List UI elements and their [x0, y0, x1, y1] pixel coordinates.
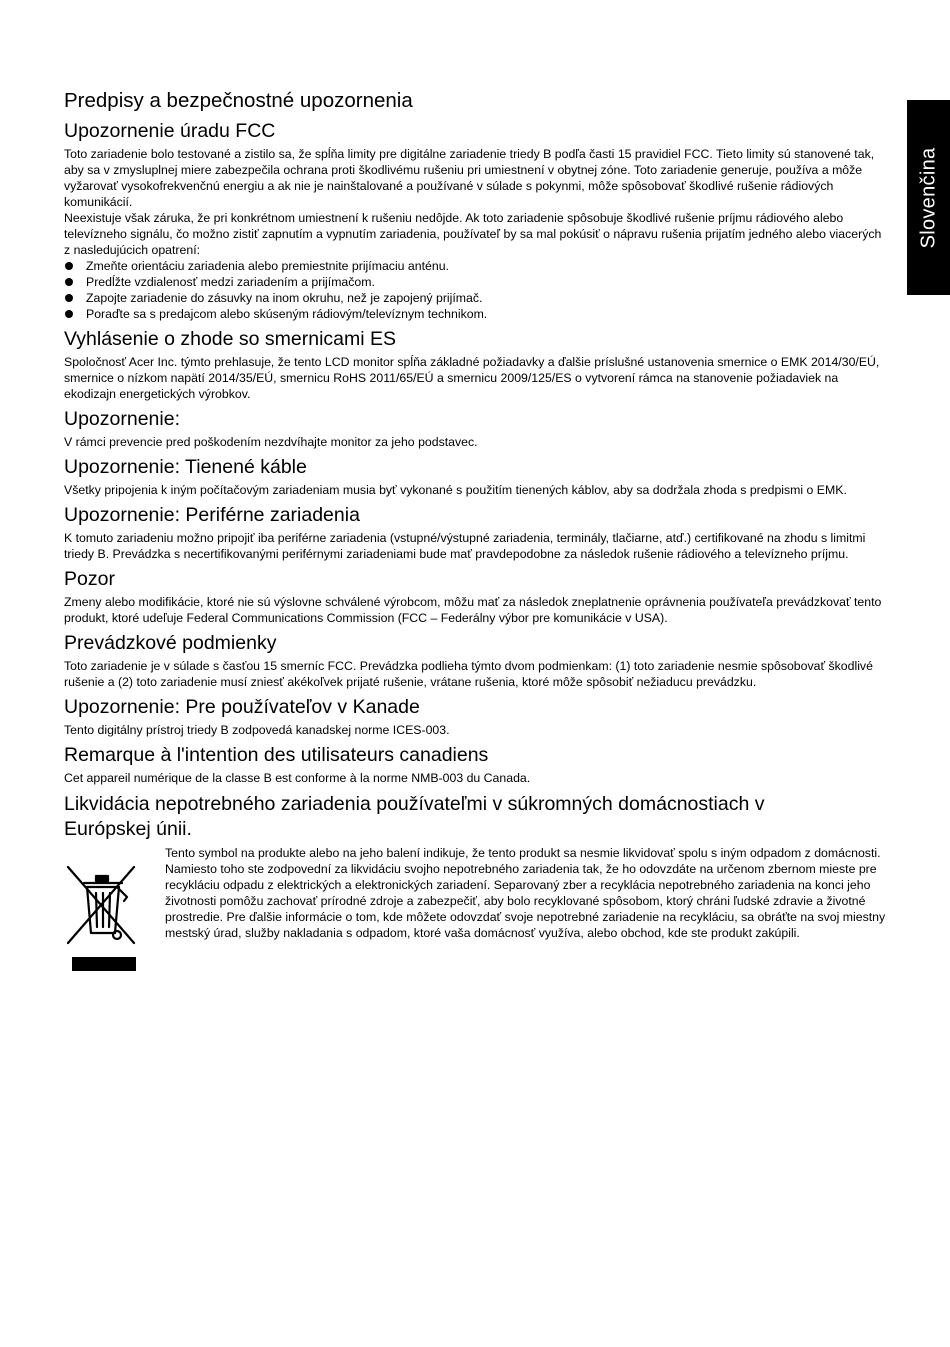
page-title: Predpisy a bezpečnostné upozornenia	[64, 89, 413, 112]
ce-paragraph: Spoločnosť Acer Inc. týmto prehlasuje, že tento LCD monitor spĺňa základné požiadavky a ďalšie príslušné ustanovenia smernice o EMK 2014/30/EÚ, smernice o nízkom napätí 2014/35/EÚ, smernicu RoHS 2011/65/EÚ a smernicu 2009/125/ES o vytvorení rámca na stanovenie požiadaviek na ekodizajn energetických výrobkov.	[64, 355, 880, 401]
bullet-icon	[65, 294, 73, 302]
bullet-icon	[65, 262, 73, 270]
fcc-paragraph-2: Neexistuje však záruka, že pri konkrétnom umiestnení k rušeniu nedôjde. Ak toto zariadenie spôsobuje škodlivé rušenie príjmu rádiového alebo televízneho signálu, čo možno zistiť zapnutím a vypnutím zariadenia, používateľ by sa mal pokúsiť o nápravu rušenia prijatím jedného alebo viacerých z nasledujúcich opatrení:	[64, 211, 882, 257]
list-item: Predĺžte vzdialenosť medzi zariadením a prijímačom.	[64, 274, 889, 290]
notice-heading: Upozornenie:	[64, 408, 180, 430]
document-body	[64, 88, 889, 978]
notice-paragraph: V rámci prevencie pred poškodením nezdvíhajte monitor za jeho podstavec.	[64, 435, 478, 449]
weee-crossed-bin-icon	[64, 845, 165, 978]
disposal-heading: Likvidácia nepotrebného zariadenia používateľmi v súkromných domácnostiach v Európskej únii.	[64, 793, 765, 840]
language-label: Slovenčina	[917, 147, 939, 248]
disposal-paragraph: Tento symbol na produkte alebo na jeho balení indikuje, že tento produkt sa nesmie likvidovať spolu s iným odpadom z domácnosti. Namiesto toho ste zodpovední za likvidáciu svojho nepotrebného zariadenia tak, že ho odovzdáte na určenom zbernom mieste pre recykláciu odpadu z elektrických a elektronických zariadení. Separovaný zber a recyklácia nepotrebného zariadenia na konci jeho životnosti pomôžu zachovať prírodné zdroje a zabezpečiť, aby bolo recyklované spôsobom, ktorý chráni ľudské zdravie a životné prostredie. Pre ďalšie informácie o tom, kde môžete odovzdať svoje nepotrebné zariadenie na recykláciu, sa obráťte na svoj miestny mestský úrad, služby nakladania s odpadom, ktoré vaša domácnosť využíva, alebo obchod, kde ste produkt zakúpili.	[165, 846, 886, 940]
canada-sk-heading: Upozornenie: Pre používateľov v Kanade	[64, 696, 420, 718]
canada-sk-paragraph: Tento digitálny prístroj triedy B zodpovedá kanadskej norme ICES-003.	[64, 723, 450, 737]
shielded-cables-heading: Upozornenie: Tienené káble	[64, 456, 307, 478]
peripheral-heading: Upozornenie: Periférne zariadenia	[64, 504, 360, 526]
operation-heading: Prevádzkové podmienky	[64, 632, 277, 654]
list-item: Poraďte sa s predajcom alebo skúseným rádiovým/televíznym technikom.	[64, 306, 889, 322]
list-item: Zapojte zariadenie do zásuvky na inom okruhu, než je zapojený prijímač.	[64, 290, 889, 306]
shielded-cables-paragraph: Všetky pripojenia k iným počítačovým zariadeniam musia byť vykonané s použitím tienených káblov, aby sa dodržala zhoda s predpismi o EMK.	[64, 483, 847, 497]
peripheral-paragraph: K tomuto zariadeniu možno pripojiť iba periférne zariadenia (vstupné/výstupné zariadenia, terminály, tlačiarne, atď.) certifikované na zhodu s limitmi triedy B. Prevádzka s necertifikovanými periférnymi zariadeniami bude mať pravdepodobne za následok rušenie rádiového a televízneho príjmu.	[64, 531, 866, 561]
fcc-paragraph-1: Toto zariadenie bolo testované a zistilo sa, že spĺňa limity pre digitálne zariadenie triedy B podľa časti 15 pravidiel FCC. Tieto limity sú stanovené tak, aby sa v zmysluplnej miere zabezpečila ochrana proti škodlivému rušeniu pri umiestnení v obytnej zóne. Toto zariadenie generuje, používa a môže vyžarovať vysokofrekvenčnú energiu a ak nie je nainštalované a používané v súlade s pokynmi, môže spôsobovať škodlivé rušenie rádiových komunikácií.	[64, 147, 875, 209]
fcc-heading: Upozornenie úradu FCC	[64, 120, 276, 142]
canada-fr-paragraph: Cet appareil numérique de la classe B est conforme à la norme NMB-003 du Canada.	[64, 771, 531, 785]
canada-fr-heading: Remarque à l'intention des utilisateurs canadiens	[64, 744, 489, 766]
language-side-tab	[907, 100, 950, 295]
disposal-block	[64, 845, 889, 978]
bullet-icon	[65, 310, 73, 318]
ce-heading: Vyhlásenie o zhode so smernicami ES	[64, 328, 397, 350]
bullet-icon	[65, 278, 73, 286]
fcc-measures-list	[64, 258, 889, 322]
caution-heading: Pozor	[64, 568, 115, 590]
list-item: Zmeňte orientáciu zariadenia alebo premiestnite prijímaciu anténu.	[64, 258, 889, 274]
operation-paragraph: Toto zariadenie je v súlade s časťou 15 smerníc FCC. Prevádzka podlieha týmto dvom podmienkam: (1) toto zariadenie nesmie spôsobovať škodlivé rušenie a (2) toto zariadenie musí zniesť akékoľvek prijaté rušenie, vrátane rušenia, ktoré môže spôsobiť nežiaducu prevádzku.	[64, 659, 873, 689]
caution-paragraph: Zmeny alebo modifikácie, ktoré nie sú výslovne schválené výrobcom, môžu mať za následok zneplatnenie oprávnenia používateľa prevádzkovať tento produkt, ktoré udeľuje Federal Communications Commission (FCC – Federálny výbor pre komunikácie v USA).	[64, 595, 882, 625]
